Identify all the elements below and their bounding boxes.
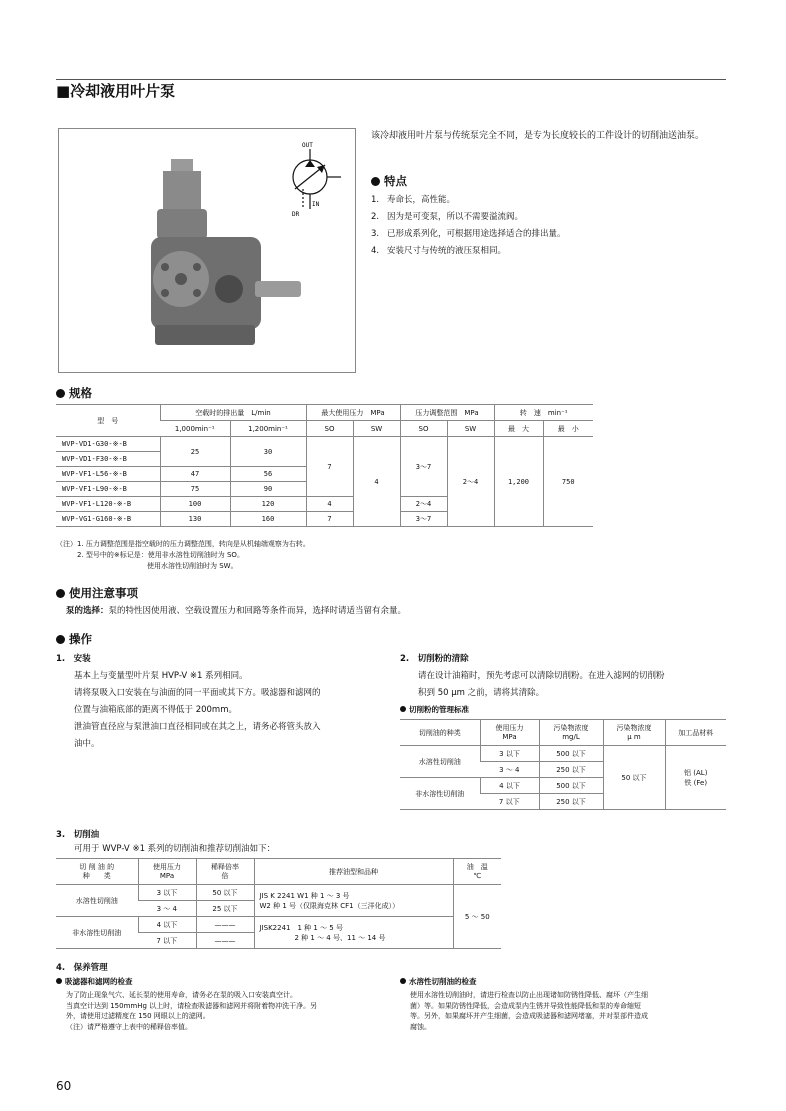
recommend-cell: JISK2241 1 种 1 ～ 5 号 2 种 1 ～ 4 号、11 ～ 14 号: [254, 917, 453, 949]
th-temp: 油 温 ℃: [453, 859, 501, 885]
th-type: 切削油的种类: [400, 720, 480, 746]
pump-illustration: [59, 129, 355, 372]
pmax-sw-cell: 4: [353, 437, 400, 527]
model-cell: WVP-VD1-F30-※-B: [56, 452, 160, 467]
dilution-cell: ———: [196, 933, 254, 949]
type-cell: 水溶性切削油: [400, 746, 480, 778]
operation-heading: 操作: [56, 631, 92, 647]
recommend-cell: JIS K 2241 W1 种 1 ～ 3 号 W2 种 1 号（仅限海克林 CF1（三洋化成））: [254, 885, 453, 917]
flow-cell: 90: [230, 482, 306, 497]
bullet-icon: [56, 635, 65, 644]
symbol-dr-label: DR: [292, 211, 300, 218]
th-pmax: 最大使用压力 MPa: [306, 405, 400, 421]
model-cell: WVP-VF1-L56-※-B: [56, 467, 160, 482]
model-cell: WVP-VF1-L90-※-B: [56, 482, 160, 497]
model-cell: WVP-VD1-G30-※-B: [56, 437, 160, 452]
install-title: 1. 安装: [56, 654, 91, 664]
caution-text: 泵的选择：泵的特性因使用液、空载设置压力和回路等条件而异，选择时请适当留有余量。: [66, 606, 407, 616]
note-line: （注）1. 压力调整范围是指空载时的压力调整范围，转向是从机轴端观察为右转。: [56, 540, 310, 548]
bullet-icon: [400, 978, 406, 984]
th-1000: 1,000min⁻¹: [160, 421, 230, 437]
symbol-out-label: OUT: [302, 142, 313, 149]
th-dilution: 稀释倍率 倍: [196, 859, 254, 885]
flow-cell: 130: [160, 512, 230, 527]
material-cell: 铝 (AL) 铁 (Fe): [665, 746, 726, 810]
type-cell: 非水溶性切削油: [56, 917, 138, 949]
dilution-cell: ———: [196, 917, 254, 933]
install-text: 基本上与变量型叶片泵 HVP-V ※1 系列相同。 请将泵吸入口安装在与油面的同一平面或其下方。吸滤器和滤网的 位置与油箱底部的距离不得低于 200mm。 泄油管直径应与泵泄油口直径相同或在其之上，请务必将管头放入 油中。: [74, 671, 321, 749]
temp-cell: 5 ～ 50: [453, 885, 501, 949]
mgmt-table: [400, 719, 726, 810]
pressure-cell: 3 以下: [480, 746, 539, 762]
model-cell: WVP-VG1-G160-※-B: [56, 512, 160, 527]
th-recommend: 推荐油型和品种: [254, 859, 453, 885]
pressure-cell: 4 以下: [480, 778, 539, 794]
flow-cell: 160: [230, 512, 306, 527]
table-row: [56, 437, 593, 452]
conc-cell: 500 以下: [539, 746, 603, 762]
feature-item: 3. 已形成系列化，可根据用途选择适合的排出量。: [371, 229, 566, 239]
th-so: SO: [400, 421, 447, 437]
oil-title: 3. 切削油: [56, 830, 100, 840]
bullet-icon: [400, 706, 406, 712]
th-model: 型 号: [56, 405, 160, 437]
th-size: 污染物浓度 μ m: [603, 720, 665, 746]
pressure-cell: 3 ～ 4: [138, 901, 196, 917]
pmax-cell: 7: [306, 512, 353, 527]
table-row: [56, 885, 501, 901]
th-type: 切 削 油 的 种 类: [56, 859, 138, 885]
th-pressure: 使用压力 MPa: [138, 859, 196, 885]
intro-text: 该冷却液用叶片泵与传统泵完全不同，是专为长度较长的工件设计的切削油送油泵。: [371, 131, 705, 141]
th-so: SO: [306, 421, 353, 437]
flow-cell: 120: [230, 497, 306, 512]
pressure-cell: 4 以下: [138, 917, 196, 933]
features-heading: 特点: [371, 173, 407, 189]
th-material: 加工品材料: [665, 720, 726, 746]
dilution-cell: 25 以下: [196, 901, 254, 917]
prange-cell: 3～7: [400, 437, 447, 497]
page-number: 60: [56, 1079, 72, 1093]
maint-right-text: 使用水溶性切削油时，请进行检查以防止出现诸如防锈性降低、腐坏（产生细 菌）等。如果防锈性降低，会造成泵内生锈并导致性能降低和泵的寿命缩短 等。另外，如果腐坏并产生细菌，会造成吸滤器和滤网堵塞，并对泵部件造成 腐蚀。: [410, 991, 648, 1031]
maint-title: 4. 保养管理: [56, 963, 108, 973]
bullet-icon: [56, 589, 65, 598]
oil-intro: 可用于 WVP-V ※1 系列的切削油和推荐切削油如下：: [74, 844, 276, 854]
th-max: 最 大: [494, 421, 543, 437]
caution-heading: 使用注意事项: [56, 585, 138, 601]
model-cell: WVP-VF1-L120-※-B: [56, 497, 160, 512]
conc-cell: 250 以下: [539, 794, 603, 810]
pressure-cell: 3 ～ 4: [480, 762, 539, 778]
th-flow: 空载时的排出量 L/min: [160, 405, 306, 421]
maint-right-heading: 水溶性切削油的检查: [400, 976, 477, 987]
bullet-icon: [56, 389, 65, 398]
prange-cell: 3～7: [400, 512, 447, 527]
dilution-cell: 50 以下: [196, 885, 254, 901]
chip-text: 请在设计油箱时，预先考虑可以清除切削粉。在进入滤网的切削粉 积到 50 μm 之前，请将其清除。: [418, 671, 665, 698]
flow-cell: 56: [230, 467, 306, 482]
th-sw: SW: [447, 421, 494, 437]
oil-table: [56, 858, 501, 949]
flow-cell: 47: [160, 467, 230, 482]
note-line: 使用水溶性切削油时为 SW。: [56, 562, 238, 570]
bullet-icon: [371, 177, 380, 186]
speed-min-cell: 750: [543, 437, 593, 527]
conc-cell: 500 以下: [539, 778, 603, 794]
flow-cell: 100: [160, 497, 230, 512]
th-pressure: 使用压力 MPa: [480, 720, 539, 746]
page-title: ■冷却液用叶片泵: [56, 82, 176, 100]
th-min: 最 小: [543, 421, 593, 437]
feature-item: 2. 因为是可变泵，所以不需要溢流阀。: [371, 212, 524, 222]
chip-title: 2. 切削粉的清除: [400, 654, 469, 664]
prange-cell: 2～4: [400, 497, 447, 512]
feature-item: 4. 安装尺寸与传统的液压泵相同。: [371, 246, 507, 256]
table-row: [400, 746, 726, 762]
note-line: 2. 型号中的※标记是：使用非水溶性切削油时为 SO。: [56, 551, 244, 559]
pressure-cell: 7 以下: [480, 794, 539, 810]
pmax-cell: 7: [306, 437, 353, 497]
pressure-cell: 7 以下: [138, 933, 196, 949]
prange-sw-cell: 2～4: [447, 437, 494, 527]
size-cell: 50 以下: [603, 746, 665, 810]
bullet-icon: [56, 978, 62, 984]
type-cell: 非水溶性切削油: [400, 778, 480, 810]
type-cell: 水溶性切削油: [56, 885, 138, 917]
th-conc: 污染物浓度 mg/L: [539, 720, 603, 746]
features-list: [371, 192, 726, 260]
th-speed: 转 速 min⁻¹: [494, 405, 593, 421]
conc-cell: 250 以下: [539, 762, 603, 778]
mgmt-heading: 切削粉的管理标准: [400, 704, 469, 715]
maint-left-text: 为了防止现象气穴、延长泵的使用寿命，请务必在泵的吸入口安装真空计。 当真空计达到 150mmHg 以上时，请检查吸滤器和滤网并将附着物冲洗干净。另 外，请使用过滤精度在 150 网眼以上的滤网。 （注）请严格遵守上表中的稀释倍率值。: [66, 991, 318, 1031]
pmax-cell: 4: [306, 497, 353, 512]
product-photo-frame: [58, 128, 356, 373]
table-row: [56, 917, 501, 933]
spec-notes: [56, 539, 310, 572]
pressure-cell: 3 以下: [138, 885, 196, 901]
spec-heading: 规格: [56, 385, 92, 401]
flow-cell: 75: [160, 482, 230, 497]
maint-left-heading: 吸滤器和滤网的检查: [56, 976, 133, 987]
speed-max-cell: 1,200: [494, 437, 543, 527]
symbol-in-label: IN: [312, 201, 320, 208]
th-prange: 压力调整范围 MPa: [400, 405, 494, 421]
th-1200: 1,200min⁻¹: [230, 421, 306, 437]
feature-item: 1. 寿命长，高性能。: [371, 195, 456, 205]
spec-table: [56, 404, 593, 527]
flow-cell: 25: [160, 437, 230, 467]
flow-cell: 30: [230, 437, 306, 467]
th-sw: SW: [353, 421, 400, 437]
